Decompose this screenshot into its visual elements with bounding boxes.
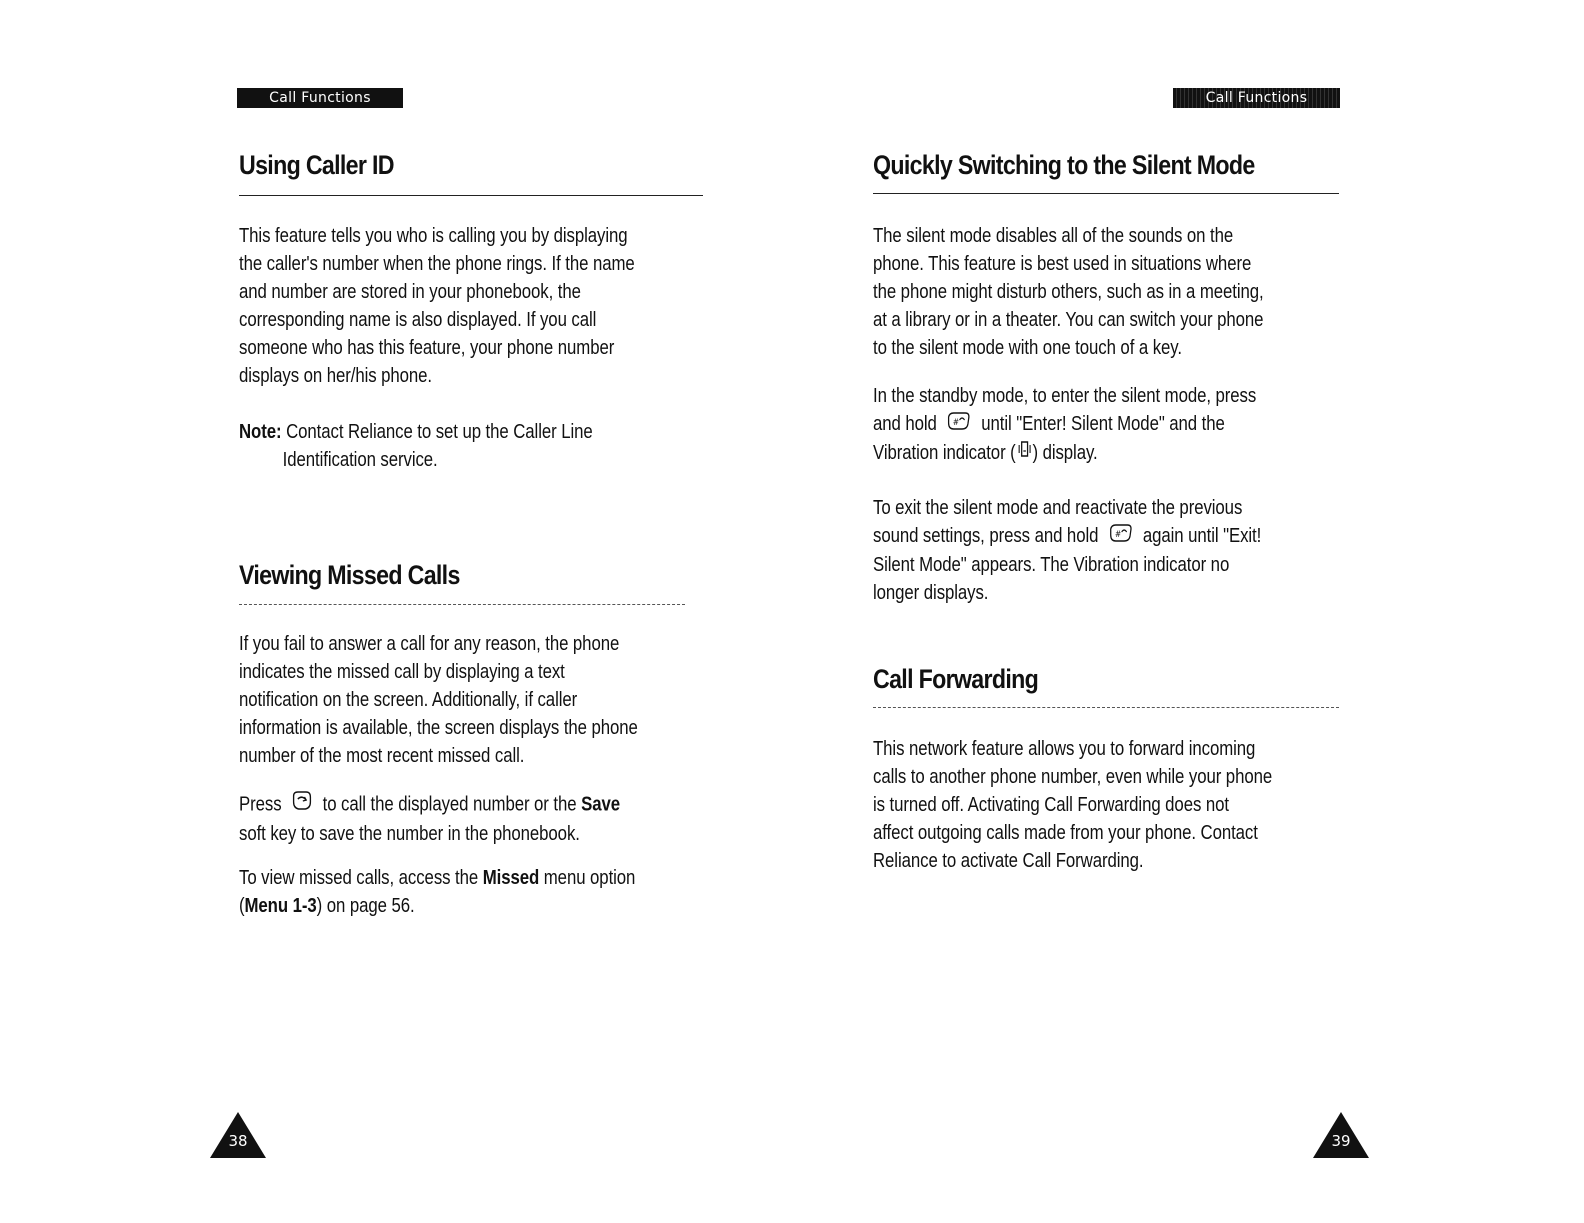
exit-silent-paragraph — [873, 494, 1343, 607]
text-line: If you fail to answer a call for any reason, the phone — [239, 633, 620, 655]
heading-call-forwarding: Call Forwarding — [873, 664, 1039, 694]
view-missed-paragraph — [239, 864, 709, 920]
text-line: corresponding name is also displayed. If you call — [239, 309, 597, 331]
text-run: ) display. — [1032, 441, 1098, 464]
text-run: to call the displayed number or the — [322, 793, 577, 816]
text-line: to the silent mode with one touch of a key. — [873, 337, 1182, 359]
silent-mode-paragraph — [873, 222, 1343, 362]
note-label: Note: — [239, 421, 282, 443]
text-run: until "Enter! Silent Mode" and the — [981, 413, 1225, 435]
send-key-icon — [291, 790, 313, 820]
heading-using-caller-id: Using Caller ID — [239, 150, 394, 180]
enter-silent-paragraph — [873, 382, 1343, 467]
pound-key-icon — [946, 411, 971, 439]
text-line: To exit the silent mode and reactivate the previous — [873, 497, 1243, 519]
section-header-tab: Call Functions — [237, 88, 403, 108]
bold-term: Menu 1-3 — [244, 895, 317, 917]
page-number: 39 — [1331, 1132, 1351, 1150]
press-send-paragraph — [239, 790, 709, 848]
note-line: Identification service. — [282, 449, 438, 471]
text-run: menu option — [543, 867, 636, 889]
page-number-marker — [210, 1112, 266, 1158]
text-line: phone. This feature is best used in situations where — [873, 253, 1252, 275]
text-run: Press — [239, 793, 282, 816]
text-line: In the standby mode, to enter the silent mode, press — [873, 385, 1257, 407]
text-line: calls to another phone number, even while your phone — [873, 766, 1273, 788]
text-line: displays on her/his phone. — [239, 365, 433, 387]
heading-underline — [239, 195, 703, 196]
text-run: sound settings, press and hold — [873, 525, 1099, 547]
text-run: again until "Exit! — [1142, 525, 1262, 547]
text-line: the phone might disturb others, such as in a meeting, — [873, 281, 1264, 303]
text-run: and hold — [873, 413, 937, 435]
svg-text:#: # — [1114, 528, 1121, 539]
bold-term: Missed — [482, 867, 540, 889]
heading-silent-mode: Quickly Switching to the Silent Mode — [873, 150, 1255, 180]
text-line: someone who has this feature, your phone number — [239, 337, 615, 359]
call-forwarding-paragraph — [873, 735, 1343, 875]
text-line: This feature tells you who is calling you by displaying — [239, 225, 628, 247]
text-line: number of the most recent missed call. — [239, 745, 525, 767]
text-line: This network feature allows you to forward incoming — [873, 738, 1256, 760]
page-number-marker — [1313, 1112, 1369, 1158]
text-line: is turned off. Activating Call Forwarding does not — [873, 794, 1229, 816]
text-line: information is available, the screen displays the phone — [239, 717, 638, 739]
right-page — [792, 0, 1584, 1223]
svg-text:#: # — [953, 416, 960, 427]
text-run: ( — [239, 895, 245, 917]
page-number: 38 — [228, 1132, 248, 1150]
text-line: and number are stored in your phonebook, the — [239, 281, 581, 303]
pound-key-icon — [1108, 523, 1133, 551]
missed-calls-paragraph — [239, 630, 709, 770]
heading-underline — [873, 193, 1339, 194]
text-line: Silent Mode" appears. The Vibration indicator no — [873, 553, 1230, 576]
caller-id-paragraph — [239, 222, 709, 390]
text-line: indicates the missed call by displaying a text — [239, 661, 565, 683]
text-line: notification on the screen. Additionally, if caller — [239, 689, 578, 711]
bold-term: Save — [581, 793, 621, 816]
text-line: soft key to save the number in the phonebook. — [239, 823, 580, 845]
text-line: affect outgoing calls made from your phone. Contact — [873, 822, 1258, 844]
text-line: longer displays. — [873, 581, 989, 604]
caller-id-note — [239, 418, 709, 474]
note-line: Contact Reliance to set up the Caller Line — [286, 421, 593, 443]
heading-viewing-missed-calls: Viewing Missed Calls — [239, 560, 460, 590]
text-line: at a library or in a theater. You can switch your phone — [873, 309, 1264, 331]
text-run: ) on page 56. — [316, 895, 415, 917]
text-line: Reliance to activate Call Forwarding. — [873, 850, 1144, 872]
text-line: The silent mode disables all of the sounds on the — [873, 225, 1234, 247]
heading-underline — [873, 707, 1339, 708]
heading-underline — [239, 604, 685, 605]
text-run: Vibration indicator ( — [873, 441, 1016, 464]
section-header-tab: Call Functions — [1173, 88, 1340, 108]
text-line: the caller's number when the phone rings. If the name — [239, 253, 635, 275]
text-run: To view missed calls, access the — [239, 867, 479, 889]
vibration-icon — [1017, 439, 1030, 467]
